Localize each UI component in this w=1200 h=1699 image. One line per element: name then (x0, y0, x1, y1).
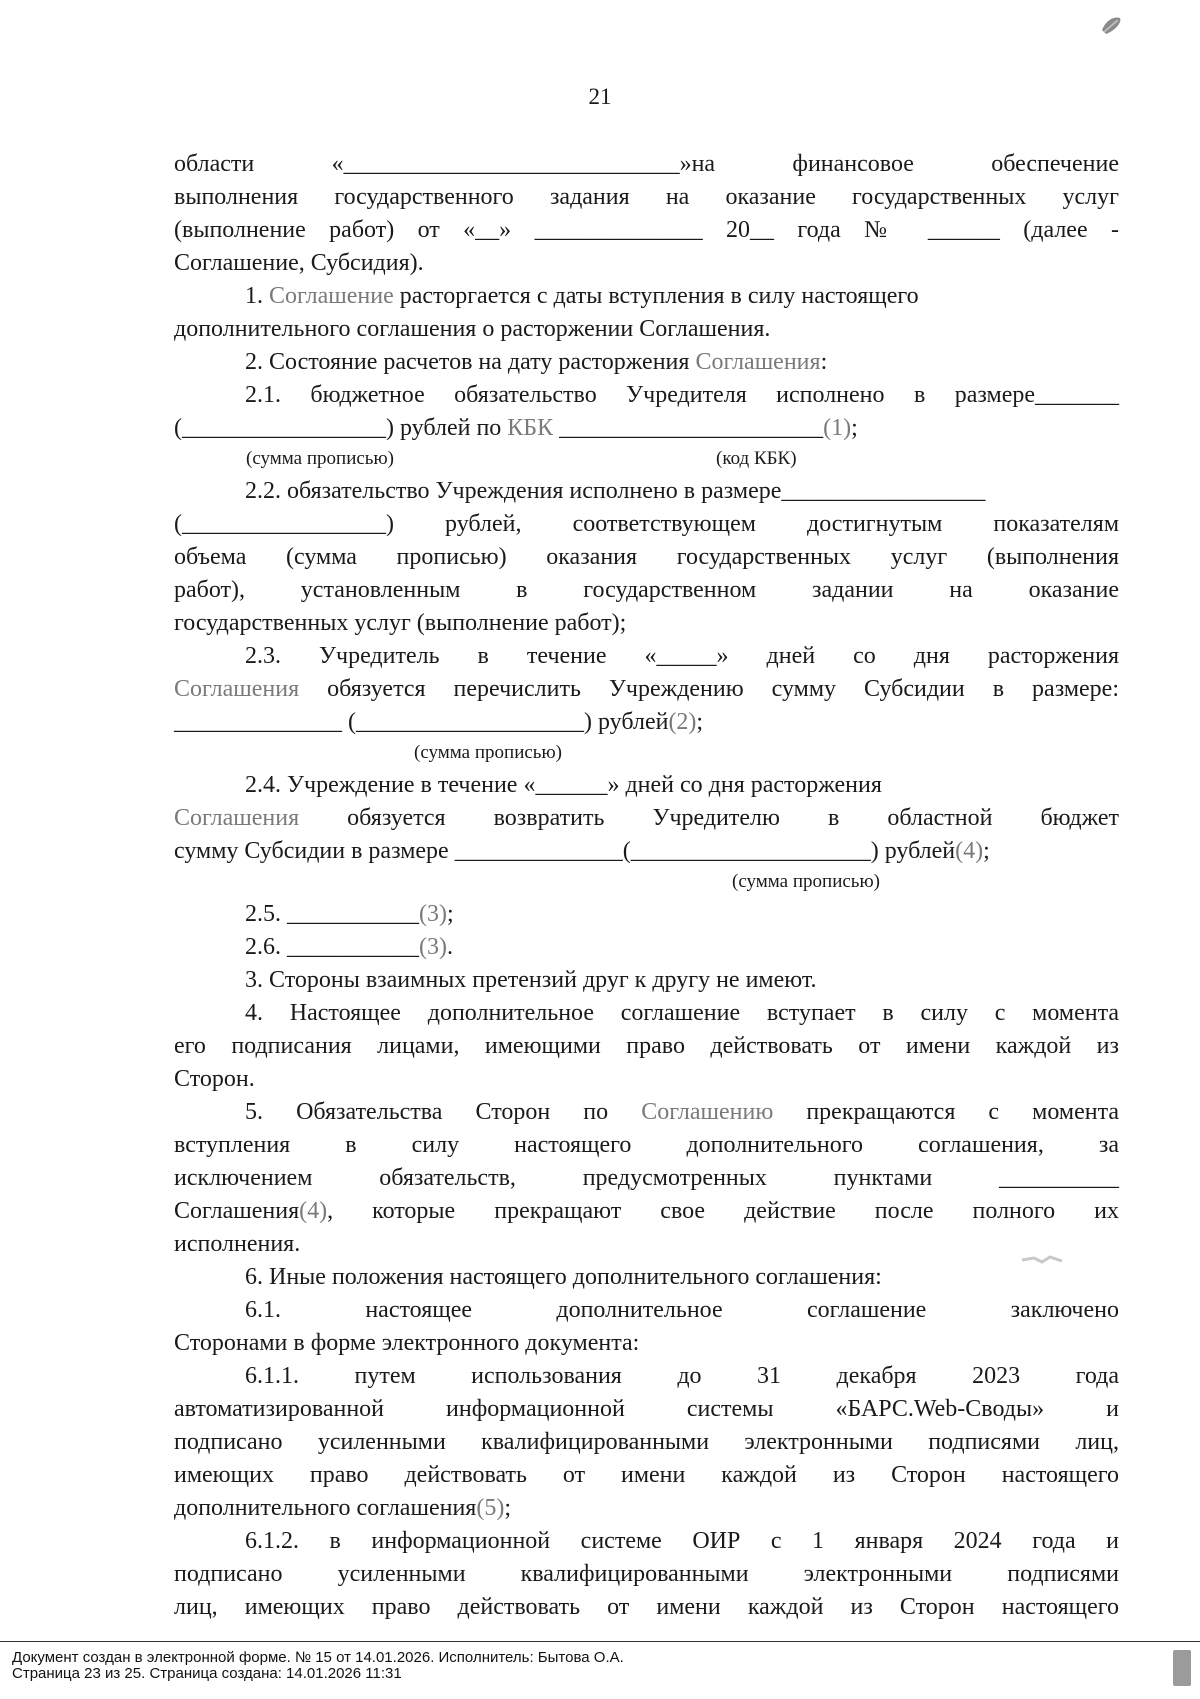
text-segment: ; (983, 838, 990, 864)
text-line (174, 640, 1119, 673)
text-line (174, 574, 1119, 607)
footer-line-2: Страница 23 из 25. Страница создана: 14.01.2026 11:31 (12, 1665, 402, 1682)
text-line (174, 280, 1119, 313)
text-segment: выполнения государственного задания на оказание государственных услуг (174, 184, 1119, 210)
field-caption: (сумма прописью) (414, 742, 562, 763)
reference-link: (4) (955, 838, 984, 864)
text-segment: подписано усиленными квалифицированными электронными подписями лиц, (174, 1429, 1119, 1455)
text-segment: сумму Субсидии в размере ______________(____________________) рублей (174, 838, 956, 864)
text-line (174, 1261, 1119, 1294)
document-stamp-icon (1173, 1650, 1191, 1686)
text-segment: 1. (245, 283, 269, 309)
text-line (174, 1162, 1119, 1195)
text-segment: ; (851, 415, 858, 441)
reference-link: (3) (419, 901, 447, 927)
text-segment: ______________ (___________________) рублей (174, 709, 669, 735)
text-segment: 5. Обязательства Сторон по (245, 1099, 642, 1125)
text-segment: имеющих право действовать от имени каждой из Сторон настоящего (174, 1462, 1119, 1488)
text-segment: автоматизированной информационной системы «БАРС.Web-Своды» и (174, 1396, 1119, 1422)
reference-link: КБК (507, 415, 554, 441)
text-line (174, 412, 1119, 445)
text-segment: Сторон. (174, 1066, 255, 1092)
text-line (174, 997, 1119, 1030)
text-line (174, 1360, 1119, 1393)
text-segment: 2.5. ___________ (245, 901, 419, 927)
caption-row (174, 445, 1119, 475)
text-line (174, 1030, 1119, 1063)
text-segment: ; (504, 1495, 511, 1521)
scan-smudge-icon (1098, 12, 1124, 38)
text-segment: (_________________) рублей по (174, 415, 508, 441)
text-segment: 6.1.1. путем использования до 31 декабря 2023 года (245, 1363, 1119, 1389)
text-segment: области «____________________________»на финансовое обеспечение (174, 151, 1119, 177)
text-segment: ; (696, 709, 704, 735)
scan-artifact-icon (1020, 1254, 1064, 1266)
text-line (174, 379, 1119, 412)
text-line (174, 313, 1119, 346)
reference-link: Соглашения (695, 349, 821, 375)
text-segment: 2.4. Учреждение в течение «______» дней со дня расторжения (245, 772, 882, 798)
text-line (174, 1525, 1119, 1558)
text-line (174, 1459, 1119, 1492)
text-line (174, 1294, 1119, 1327)
text-segment: 6.1.2. в информационной системе ОИР с 1 января 2024 года и (245, 1528, 1119, 1554)
text-segment: : (820, 349, 828, 375)
text-segment: Сторонами в форме электронного документа: (174, 1330, 640, 1356)
text-line (174, 769, 1119, 802)
text-line (174, 214, 1119, 247)
text-segment: 2.6. ___________ (245, 934, 419, 960)
text-line (174, 1327, 1119, 1360)
text-line (174, 673, 1119, 706)
text-segment: государственных услуг (выполнение работ); (174, 610, 627, 636)
text-line (174, 607, 1119, 640)
text-segment: обязуется перечислить Учреждению сумму Субсидии в размере: (299, 676, 1119, 702)
text-segment: (выполнение работ) от «__» ______________ 20__ года № ______ (далее - (174, 217, 1119, 243)
text-segment: вступления в силу настоящего дополнительного соглашения, за (174, 1132, 1119, 1158)
text-segment: 3. Стороны взаимных претензий друг к другу не имеют. (245, 967, 817, 993)
field-caption: (код КБК) (716, 448, 797, 469)
text-segment: исполнения. (174, 1231, 301, 1257)
text-line (174, 835, 1119, 868)
field-caption: (сумма прописью) (246, 448, 394, 469)
text-segment: 6. Иные положения настоящего дополнительного соглашения: (245, 1264, 882, 1290)
reference-link: (3) (419, 934, 447, 960)
text-segment: прекращаются с момента (773, 1099, 1120, 1125)
text-segment: дополнительного соглашения (174, 1495, 477, 1521)
text-segment: 6.1. настоящее дополнительное соглашение заключено (245, 1297, 1119, 1323)
text-segment: (_________________) рублей, соответствующем достигнутым показателям (174, 511, 1119, 537)
text-segment: объема (сумма прописью) оказания государственных услуг (выполнения (174, 544, 1119, 570)
text-segment: , которые прекращают свое действие после полного их (327, 1198, 1119, 1224)
text-segment: ______________________ (553, 415, 824, 441)
text-line (174, 931, 1119, 964)
text-segment: дополнительного соглашения о расторжении Соглашения. (174, 316, 771, 342)
text-line (174, 247, 1119, 280)
text-line (174, 1228, 1119, 1261)
text-line (174, 1129, 1119, 1162)
text-line (174, 1195, 1119, 1228)
document-body (174, 148, 1119, 1624)
text-line (174, 1591, 1119, 1624)
text-line (174, 706, 1119, 739)
text-line (174, 1063, 1119, 1096)
text-segment: ; (446, 901, 454, 927)
text-segment: 4. Настоящее дополнительное соглашение вступает в силу с момента (245, 1000, 1119, 1026)
text-line (174, 1096, 1119, 1129)
reference-link: (2) (668, 709, 697, 735)
text-segment: лиц, имеющих право действовать от имени каждой из Сторон настоящего (174, 1594, 1119, 1620)
text-line (174, 346, 1119, 379)
caption-row (174, 739, 1119, 769)
text-line (174, 1558, 1119, 1591)
text-line (174, 964, 1119, 997)
text-segment: Соглашение, Субсидия). (174, 250, 424, 276)
reference-link: Соглашение (269, 283, 394, 309)
reference-link: Соглашению (641, 1099, 774, 1125)
reference-link: (5) (476, 1495, 505, 1521)
caption-row (174, 868, 1119, 898)
footer-line-1: Документ создан в электронной форме. № 15 от 14.01.2026. Исполнитель: Бытова О.А. (12, 1649, 624, 1666)
text-line (174, 148, 1119, 181)
text-segment: расторгается с даты вступления в силу настоящего (393, 283, 919, 309)
text-segment: 2.3. Учредитель в течение «_____» дней со дня расторжения (245, 643, 1119, 669)
text-line (174, 802, 1119, 835)
page-number: 21 (588, 84, 612, 109)
document-footer (0, 1641, 1200, 1699)
text-line (174, 1426, 1119, 1459)
field-caption: (сумма прописью) (732, 871, 880, 892)
text-segment: . (446, 934, 453, 960)
text-line (174, 475, 1119, 508)
text-line (174, 898, 1119, 931)
reference-link: (4) (299, 1198, 328, 1224)
text-line (174, 508, 1119, 541)
text-segment: 2.2. обязательство Учреждения исполнено в размере_________________ (245, 478, 986, 504)
text-line (174, 1492, 1119, 1525)
text-segment: его подписания лицами, имеющими право действовать от имени каждой из (174, 1033, 1119, 1059)
reference-link: (1) (823, 415, 852, 441)
text-line (174, 541, 1119, 574)
text-segment: Соглашения (174, 1198, 300, 1224)
text-segment: исключением обязательств, предусмотренных пунктами __________ (174, 1165, 1119, 1191)
text-segment: работ), установленным в государственном задании на оказание (174, 577, 1119, 603)
text-segment: обязуется возвратить Учредителю в областной бюджет (299, 805, 1119, 831)
text-segment: 2. Состояние расчетов на дату расторжения (245, 349, 696, 375)
text-segment: 2.1. бюджетное обязательство Учредителя исполнено в размере_______ (245, 382, 1119, 408)
text-line (174, 1393, 1119, 1426)
text-line (174, 181, 1119, 214)
reference-link: Соглашения (174, 805, 300, 831)
reference-link: Соглашения (174, 676, 300, 702)
text-segment: подписано усиленными квалифицированными электронными подписями (174, 1561, 1119, 1587)
